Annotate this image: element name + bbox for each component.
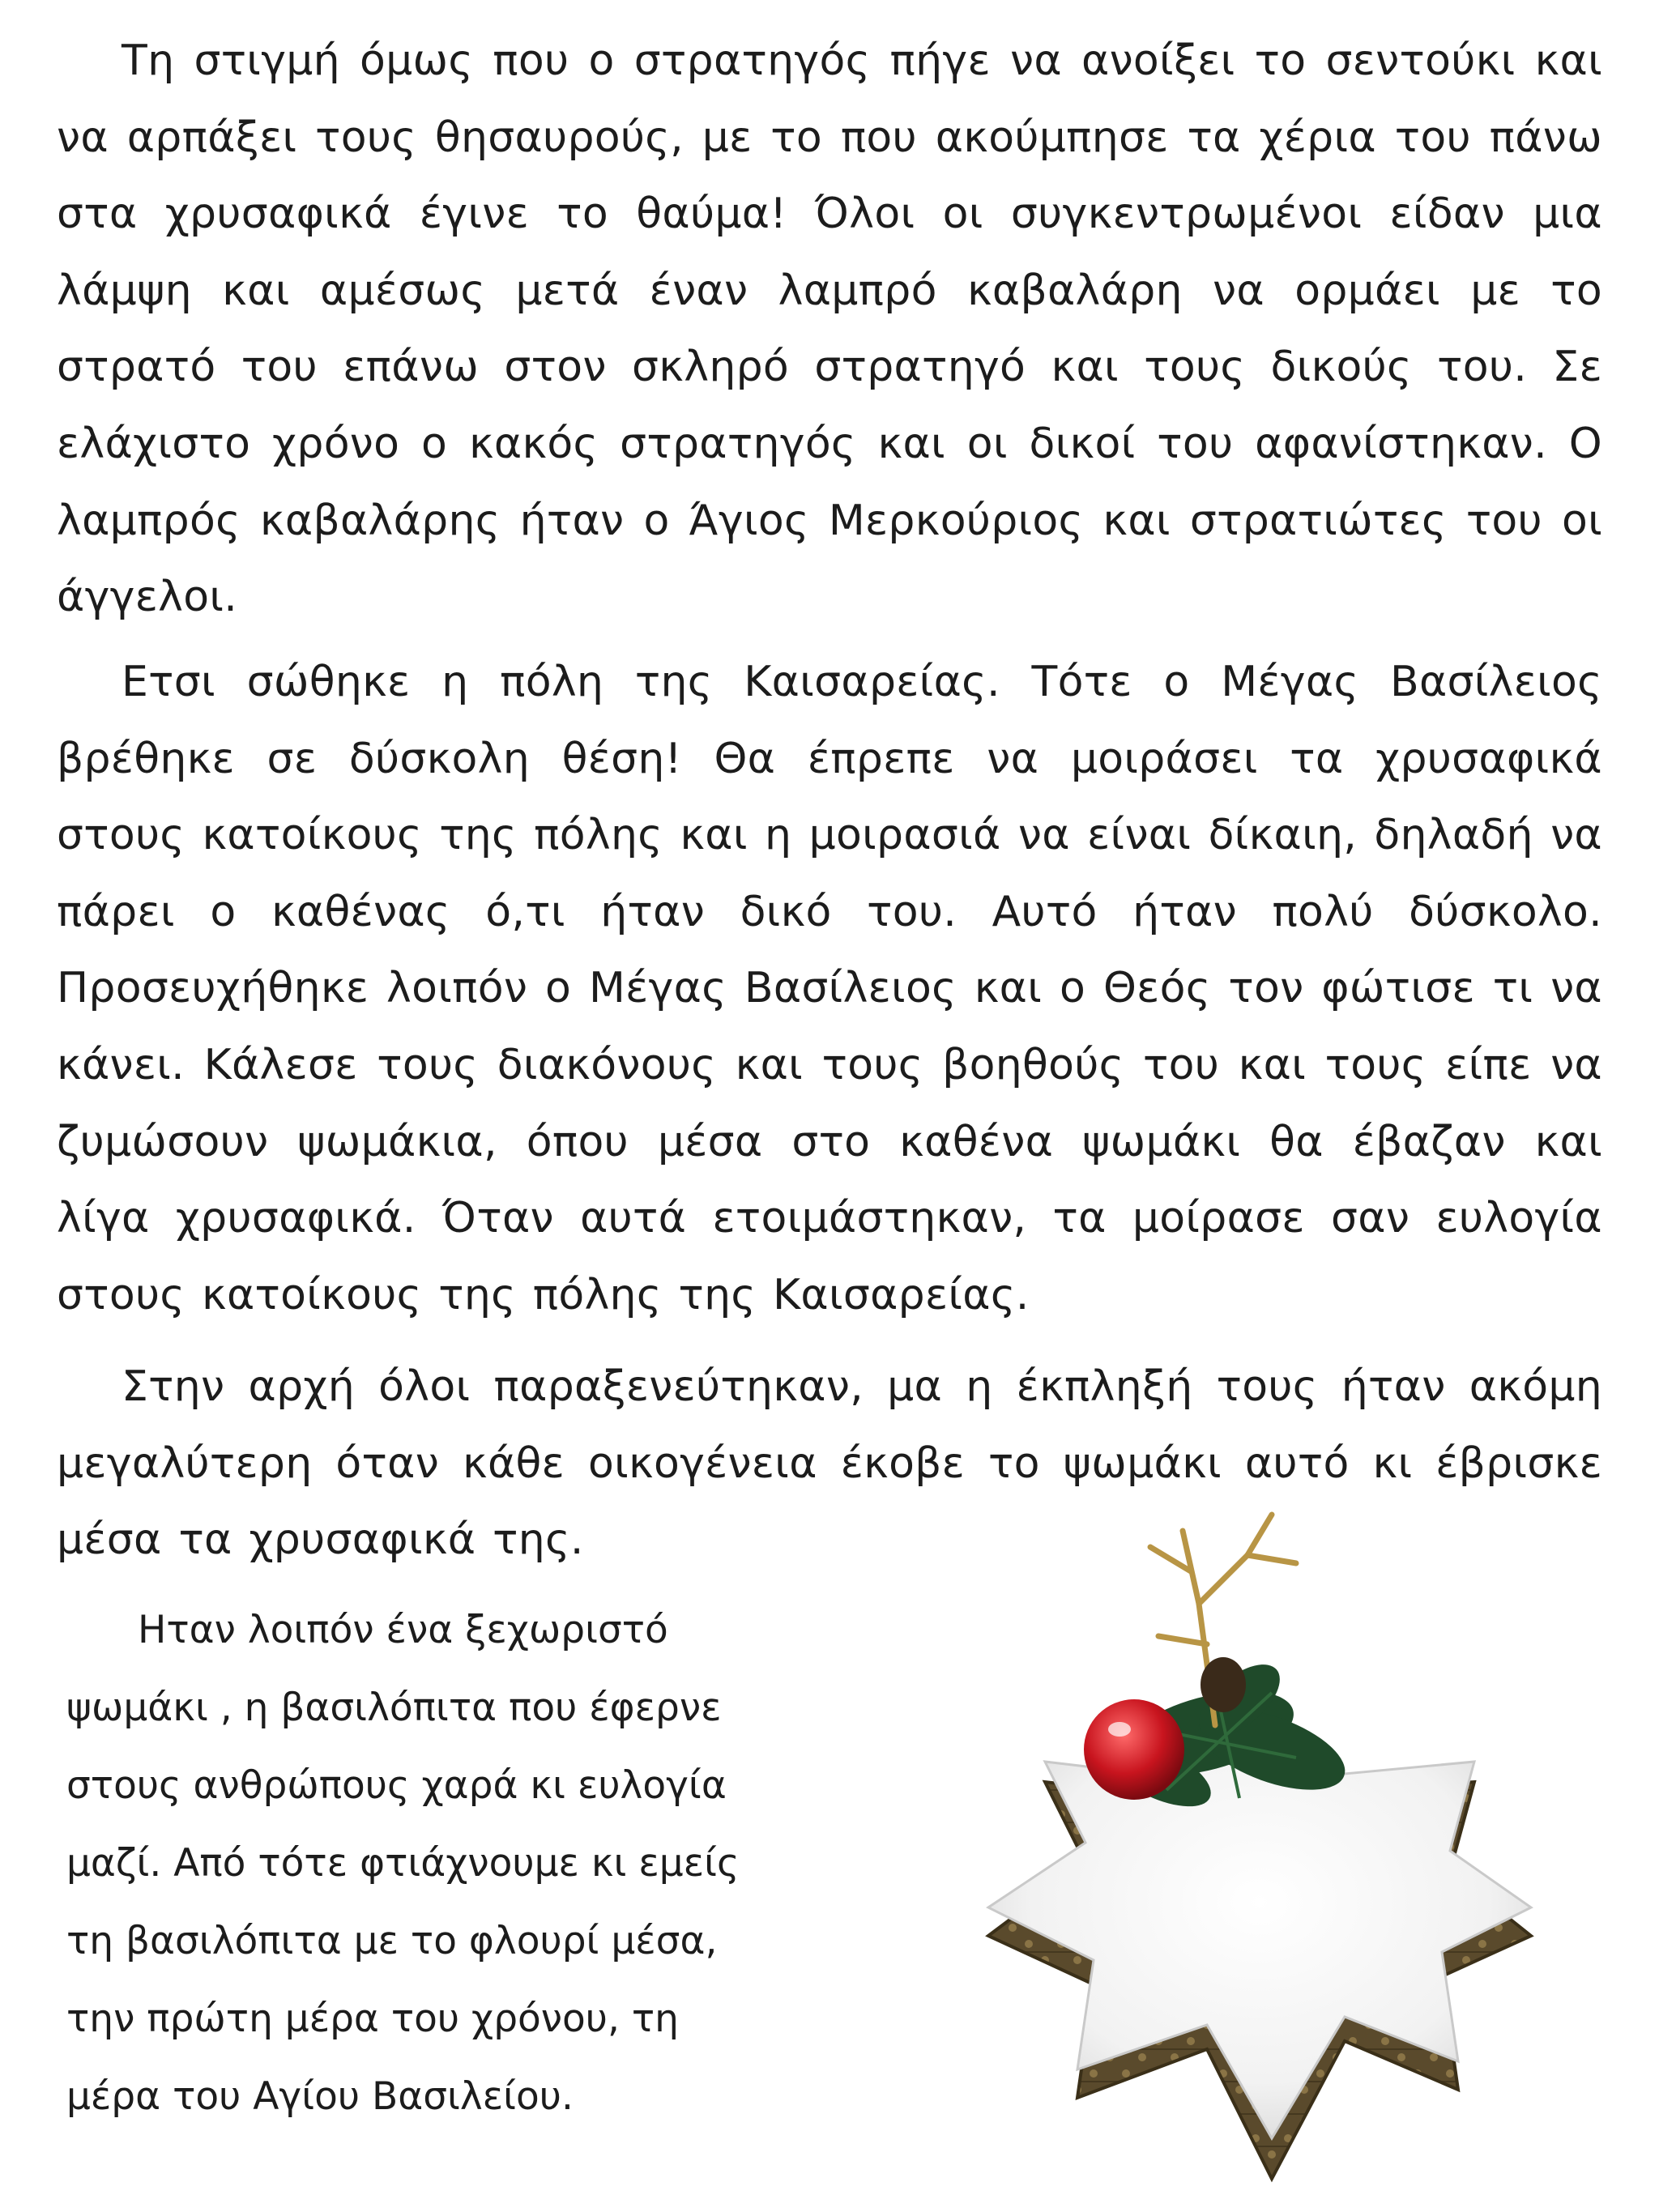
closing-line: μαζί. Από τότε φτιάχνουμε κι εμείς	[66, 1841, 740, 1886]
closing-line: την πρώτη μέρα του χρόνου, τη	[66, 1997, 679, 2041]
closing-line: στους ανθρώπους χαρά κι ευλογία	[66, 1763, 727, 1808]
pine-cone	[1201, 1657, 1246, 1712]
closing-line: μέρα του Αγίου Βασιλείου.	[66, 2074, 574, 2119]
paragraph-2-text: Ετσι σώθηκε η πόλη της Καισαρείας. Τότε ο Μέγας Βασίλειος βρέθηκε σε δύσκολη θέση! Θα έπρεπε να μοιράσει τα χρυσαφικά στους κατοίκους της πόλης και η μοιρασιά να είναι δίκαιη, δηλαδή να πάρει ο καθένας ό,τι ήταν δικό του. Αυτό ήταν πολύ δύσκολο. Προσευχήθηκε λοιπόν ο Μέγας Βασίλειος και ο Θεός τον φώτισε τι να κάνει. Κάλεσε τους διακόνους και τους βοηθούς του και τους είπε να ζυμώσουν ψωμάκια, όπου μέσα στο καθένα ψωμάκι θα έβαζαν και λίγα χρυσαφικά. Όταν αυτά ετοιμάστηκαν, τα μοίρασε σαν ευλογία στους κατοίκους της πόλης της Καισαρείας.	[57, 658, 1602, 1319]
paragraph-1	[57, 23, 1602, 636]
closing-line: ψωμάκι , η βασιλόπιτα που έφερνε	[66, 1686, 722, 1730]
red-apple	[1084, 1699, 1184, 1800]
paragraph-2	[57, 644, 1602, 1333]
paragraph-1-text: Τη στιγμή όμως που ο στρατηγός πήγε να ανοίξει το σεντούκι και να αρπάξει τους θησαυρούς, με το που ακούμπησε τα χέρια του πάνω στα χρυσαφικά έγινε το θαύμα! Όλοι οι συγκεντρωμένοι είδαν μια λάμψη και αμέσως μετά έναν λαμπρό καβαλάρη να ορμάει με το στρατό του επάνω στον σκληρό στρατηγό και τους δικούς του. Σε ελάχιστο χρόνο ο κακός στρατηγός και οι δικοί του αφανίστηκαν. Ο λαμπρός καβαλάρης ήταν ο Άγιος Μερκούριος και στρατιώτες του οι άγγελοι.	[57, 36, 1602, 622]
closing-line: Ηταν λοιπόν ένα ξεχωριστό	[138, 1608, 668, 1652]
closing-paragraph	[66, 1592, 844, 2136]
closing-line: τη βασιλόπιτα με το φλουρί μέσα,	[66, 1919, 718, 1963]
vasilopita-cake-icon	[891, 1482, 1620, 2195]
paragraph-3-text: Στην αρχή όλοι παραξενεύτηκαν, μα η έκπληξή τους ήταν ακόμη μεγαλύτερη όταν κάθε οικογένεια έκοβε το ψωμάκι αυτό κι έβρισκε μέσα τα χρυσαφικά της.	[57, 1362, 1602, 1565]
